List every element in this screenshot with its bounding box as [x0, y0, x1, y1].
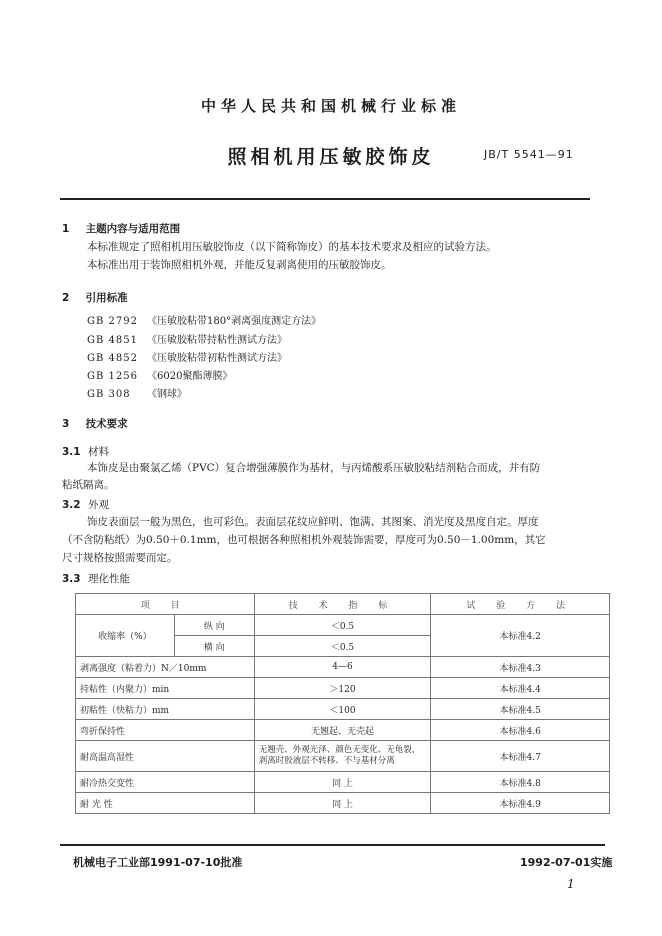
standard-code: JB/T 5541—91	[484, 148, 574, 161]
header-method: 试 验 方 法	[431, 594, 610, 615]
footer-divider	[60, 844, 605, 846]
subsection-3-3-heading	[62, 571, 130, 586]
subsection-label: 理化性能	[88, 573, 130, 585]
subsection-label: 外观	[88, 499, 109, 511]
row-item: 耐冷热交变性	[76, 772, 255, 793]
national-standard-title: 中华人民共和国机械行业标准	[200, 97, 461, 115]
subsection-3-2-heading	[62, 497, 109, 512]
row-item: 初粘性（快粘力）mm	[76, 699, 255, 720]
row-method: 本标准4.4	[431, 678, 610, 699]
subsection-3-1-line-2: 粘纸隔离。	[62, 479, 115, 491]
row-method: 本标准4.5	[431, 699, 610, 720]
section-title: 技术要求	[85, 418, 128, 430]
subsection-number: 3.1	[62, 446, 81, 458]
reference-item	[87, 385, 187, 400]
reference-item	[87, 367, 232, 382]
row-item: 耐高温高湿性	[76, 741, 255, 772]
row-item: 剥离强度（粘着力）N／10mm	[76, 657, 255, 678]
section-number: 1	[62, 223, 70, 235]
table-row	[76, 772, 610, 793]
row-method: 本标准4.2	[431, 615, 610, 657]
reference-title: 《钢球》	[147, 389, 187, 400]
properties-table	[75, 593, 610, 814]
section-number: 2	[62, 292, 70, 304]
subsection-3-1-heading	[62, 444, 109, 459]
reference-item	[87, 312, 321, 327]
reference-item	[87, 349, 287, 364]
reference-code: GB 4851	[87, 335, 138, 346]
row-item: 持粘性（内聚力）min	[76, 678, 255, 699]
row-value: 4—6	[254, 657, 431, 678]
reference-code: GB 2792	[87, 316, 138, 327]
row-item: 弯折保持性	[76, 720, 255, 741]
row-method: 本标准4.7	[431, 741, 610, 772]
section-title: 主题内容与适用范围	[85, 223, 181, 235]
reference-code: GB 4852	[87, 353, 138, 364]
subsection-3-2-line-3: 尺寸规格按照需要而定。	[62, 552, 178, 564]
page-number: 1	[567, 877, 575, 891]
table-row	[76, 678, 610, 699]
subsection-3-2-line-1: 饰皮表面层一般为黑色，也可彩色。表面层花纹应鲜明、饱满、其图案、消光度及黑度自定。厚度	[87, 516, 539, 528]
table-row	[76, 657, 610, 678]
reference-title: 《6020聚酯薄膜》	[147, 371, 233, 382]
row-method: 本标准4.9	[431, 793, 610, 814]
row-value: ＜100	[254, 699, 431, 720]
section-1-heading	[62, 221, 180, 236]
row-method: 本标准4.6	[431, 720, 610, 741]
approval-date: 机械电子工业部1991-07-10批准	[73, 856, 243, 869]
table-row	[76, 615, 610, 636]
row-item: 耐 光 性	[76, 793, 255, 814]
row-value: ＞120	[254, 678, 431, 699]
section-1-para-2: 本标准出用于装饰照相机外观，并能反复剥离使用的压敏胶饰皮。	[87, 259, 392, 271]
document-title: 照相机用压敏胶饰皮	[227, 146, 435, 168]
table-row	[76, 720, 610, 741]
row-item: 收缩率（%）	[76, 615, 175, 657]
row-method: 本标准4.3	[431, 657, 610, 678]
reference-title: 《压敏胶粘带初粘性测试方法》	[147, 353, 287, 364]
subsection-number: 3.3	[62, 573, 81, 585]
reference-code: GB 1256	[87, 371, 138, 382]
row-value: ＜0.5	[254, 615, 431, 636]
row-value: 无翘起、无壳起	[254, 720, 431, 741]
header-divider	[60, 198, 590, 200]
subsection-number: 3.2	[62, 499, 81, 511]
section-2-heading	[62, 290, 128, 305]
subsection-label: 材料	[88, 446, 109, 458]
table-row	[76, 699, 610, 720]
section-3-heading	[62, 416, 128, 431]
reference-title: 《压敏胶粘带180°剥离强度测定方法》	[147, 316, 322, 327]
row-direction: 纵 向	[174, 615, 254, 636]
section-title: 引用标准	[85, 292, 128, 304]
subsection-3-2-line-2: （不含防粘纸）为0.50＋0.1mm，也可根据各种照相机外观装饰需要，厚度可为0.50－1.00mm，其它	[62, 534, 546, 546]
table-row	[76, 793, 610, 814]
reference-code: GB 308	[87, 389, 131, 400]
header-spec: 技 术 指 标	[254, 594, 431, 615]
row-value: 同 上	[254, 772, 431, 793]
row-direction: 横 向	[174, 636, 254, 657]
row-value: ＜0.5	[254, 636, 431, 657]
section-1-para-1: 本标准规定了照相机用压敏胶饰皮（以下简称饰皮）的基本技术要求及相应的试验方法。	[87, 241, 497, 253]
table-header-row	[76, 594, 610, 615]
subsection-3-1-line-1: 本饰皮是由聚氯乙烯（PVC）复合增强薄膜作为基材，与丙烯酸系压敏胶粘结剂粘合而成，并有防	[87, 462, 541, 474]
reference-item	[87, 331, 287, 346]
row-value: 同 上	[254, 793, 431, 814]
row-value: 无翘壳、外观光泽、颜色无变化、无龟裂，剥离时胶液层不转移、不与基材分离	[254, 741, 431, 772]
reference-title: 《压敏胶粘带持粘性测试方法》	[147, 335, 287, 346]
section-number: 3	[62, 418, 70, 430]
header-item: 项 目	[76, 594, 255, 615]
table-row	[76, 741, 610, 772]
effective-date: 1992-07-01实施	[520, 856, 613, 869]
row-method: 本标准4.8	[431, 772, 610, 793]
